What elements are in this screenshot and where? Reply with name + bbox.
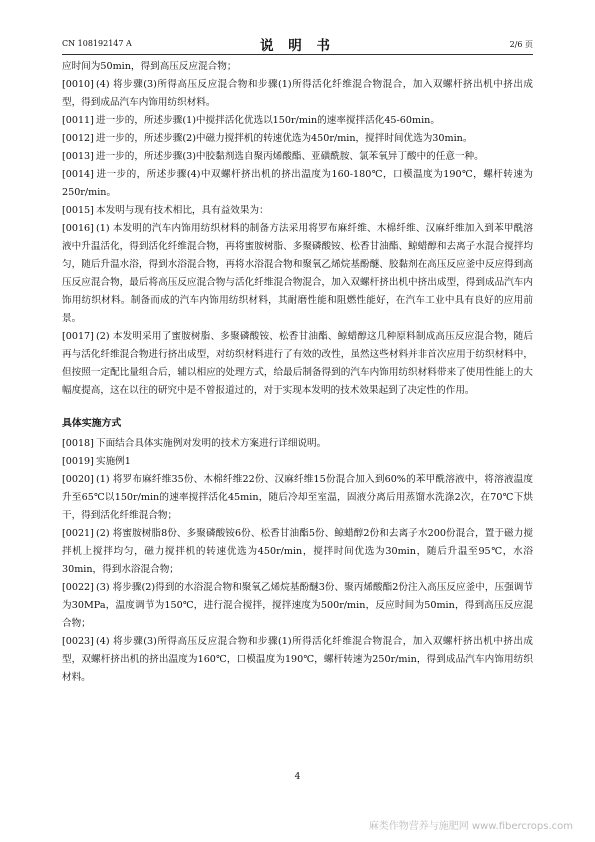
paragraph-0023: [0023] (4) 将步骤(3)所得高压反应混合物和步骤(1)所得活化纤维混合物混合，加入双螺杆挤出机中挤出成型，双螺杆挤出机的挤出温度为160℃，口模温度为190℃，螺杆转速为250r/min，得到成品汽车内饰用纺织材料。 — [62, 633, 533, 687]
paragraph-number: [0023] — [62, 636, 94, 647]
paragraph-0020: [0020] (1) 将罗布麻纤维35份、木棉纤维22份、汉麻纤维15份混合加入到60%的苯甲酰溶液中，将溶液温度升至65℃以150r/min的速率搅拌活化45min，随后冷却至室温，固液分离后用蒸馏水洗涤2次，在70℃下烘干，得到活化纤维混合物； — [62, 471, 533, 525]
document-id: CN 108192147 A — [62, 39, 132, 48]
paragraph-0022: [0022] (3) 将步骤(2)得到的水浴混合物和聚氧乙烯烷基酚醚3份、聚丙烯酸酯2份注入高压反应釜中，压强调节为30MPa，温度调节为150℃，进行混合搅拌，搅拌速度为500r/min，反应时间为50min，得到高压反应混合物； — [62, 579, 533, 633]
paragraph-number: [0022] — [62, 582, 94, 593]
paragraph-0021: [0021] (2) 将蜜胺树脂8份、多聚磷酸铵6份、松香甘油酯5份、鲸蜡醇2份和去离子水200份混合，置于磁力搅拌机上搅拌均匀，磁力搅拌机的转速优选为450r/min，搅拌时间优选为30min，随后升温至95℃，水浴30min，得到水浴混合物； — [62, 525, 533, 579]
page-count: 2/6 页 — [509, 40, 533, 49]
paragraph-number: [0013] — [62, 151, 94, 162]
paragraph-number: [0010] — [62, 79, 94, 90]
paragraph-number: [0017] — [62, 331, 94, 342]
paragraph-0017: [0017] (2) 本发明采用了蜜胺树脂、多聚磷酸铵、松香甘油酯、鲸蜡醇这几种原料制成高压反应混合物，随后再与活化纤维混合物进行挤出成型，对纺织材料进行了有效的改性，虽然这些材料并非首次应用于纺织材料中，但按照一定配比量组合后，辅以相应的处理方式，给最后制备得到的汽车内饰用纺织材料带来了使用性能上的大幅度提高，这在以往的研究中是不曾报道过的，对于实现本发明的技术效果起到了决定性的作用。 — [62, 328, 533, 400]
paragraph-0012: [0012] 进一步的，所述步骤(2)中磁力搅拌机的转速优选为450r/min，搅拌时间优选为30min。 — [62, 130, 533, 148]
paragraph-0014: [0014] 进一步的，所述步骤(4)中双螺杆挤出机的挤出温度为160-180℃，口模温度为190℃，螺杆转速为250r/min。 — [62, 166, 533, 202]
paragraph-number: [0012] — [62, 133, 94, 144]
paragraph-number: [0019] — [62, 456, 94, 467]
paragraph-0011: [0011] 进一步的，所述步骤(1)中搅拌活化优选以150r/min的速率搅拌活化45-60min。 — [62, 112, 533, 130]
page-header — [62, 34, 533, 55]
paragraph-0015: [0015] 本发明与现有技术相比，具有益效果为： — [62, 202, 533, 220]
paragraph-0010: [0010] (4) 将步骤(3)所得高压反应混合物和步骤(1)所得活化纤维混合物混合，加入双螺杆挤出机中挤出成型，得到成品汽车内饰用纺织材料。 — [62, 76, 533, 112]
paragraph: 应时间为50min，得到高压反应混合物； — [62, 61, 237, 72]
paragraph-0016: [0016] (1) 本发明的汽车内饰用纺织材料的制备方法采用将罗布麻纤维、木棉纤维、汉麻纤维加入到苯甲酰溶液中升温活化，得到活化纤维混合物，再将蜜胺树脂、多聚磷酸铵、松香甘油酯、鲸蜡醇和去离子水混合搅拌均匀，随后升温水浴，得到水浴混合物，再将水浴混合物和聚氧乙烯烷基酚醚、胶黏剂在高压反应釜中反应得到高压反应混合物，最后将高压反应混合物与活化纤维混合物混合，加入双螺杆挤出机中挤出成型，得到成品汽车内饰用纺织材料。制备而成的汽车内饰用纺织材料，其耐磨性能和阻燃性能好，在汽车工业中具有良好的应用前景。 — [62, 220, 533, 328]
paragraph-0018: [0018] 下面结合具体实施例对发明的技术方案进行详细说明。 — [62, 435, 533, 453]
paragraph-number: [0018] — [62, 438, 94, 449]
paragraph-number: [0011] — [62, 115, 94, 126]
page-number: 4 — [294, 772, 301, 782]
paragraph-number: [0014] — [62, 169, 94, 180]
paragraph-number: [0015] — [62, 205, 94, 216]
section-title: 具体实施方式 — [62, 418, 122, 429]
paragraph-number: [0020] — [62, 474, 94, 485]
paragraph-0013: [0013] 进一步的，所述步骤(3)中胶黏剂选自聚丙烯酸酯、亚磺酰胺、氯苯氧异丁酸中的任意一种。 — [62, 148, 533, 166]
paragraph-number: [0016] — [62, 223, 94, 234]
watermark: 麻类作物营养与施肥网 www.fibercrops.com — [368, 821, 573, 832]
paragraph-0019: [0019] 实施例1 — [62, 453, 533, 471]
paragraph-number: [0021] — [62, 528, 94, 539]
document-body — [62, 58, 533, 687]
document-title: 说 明 书 — [260, 38, 335, 54]
